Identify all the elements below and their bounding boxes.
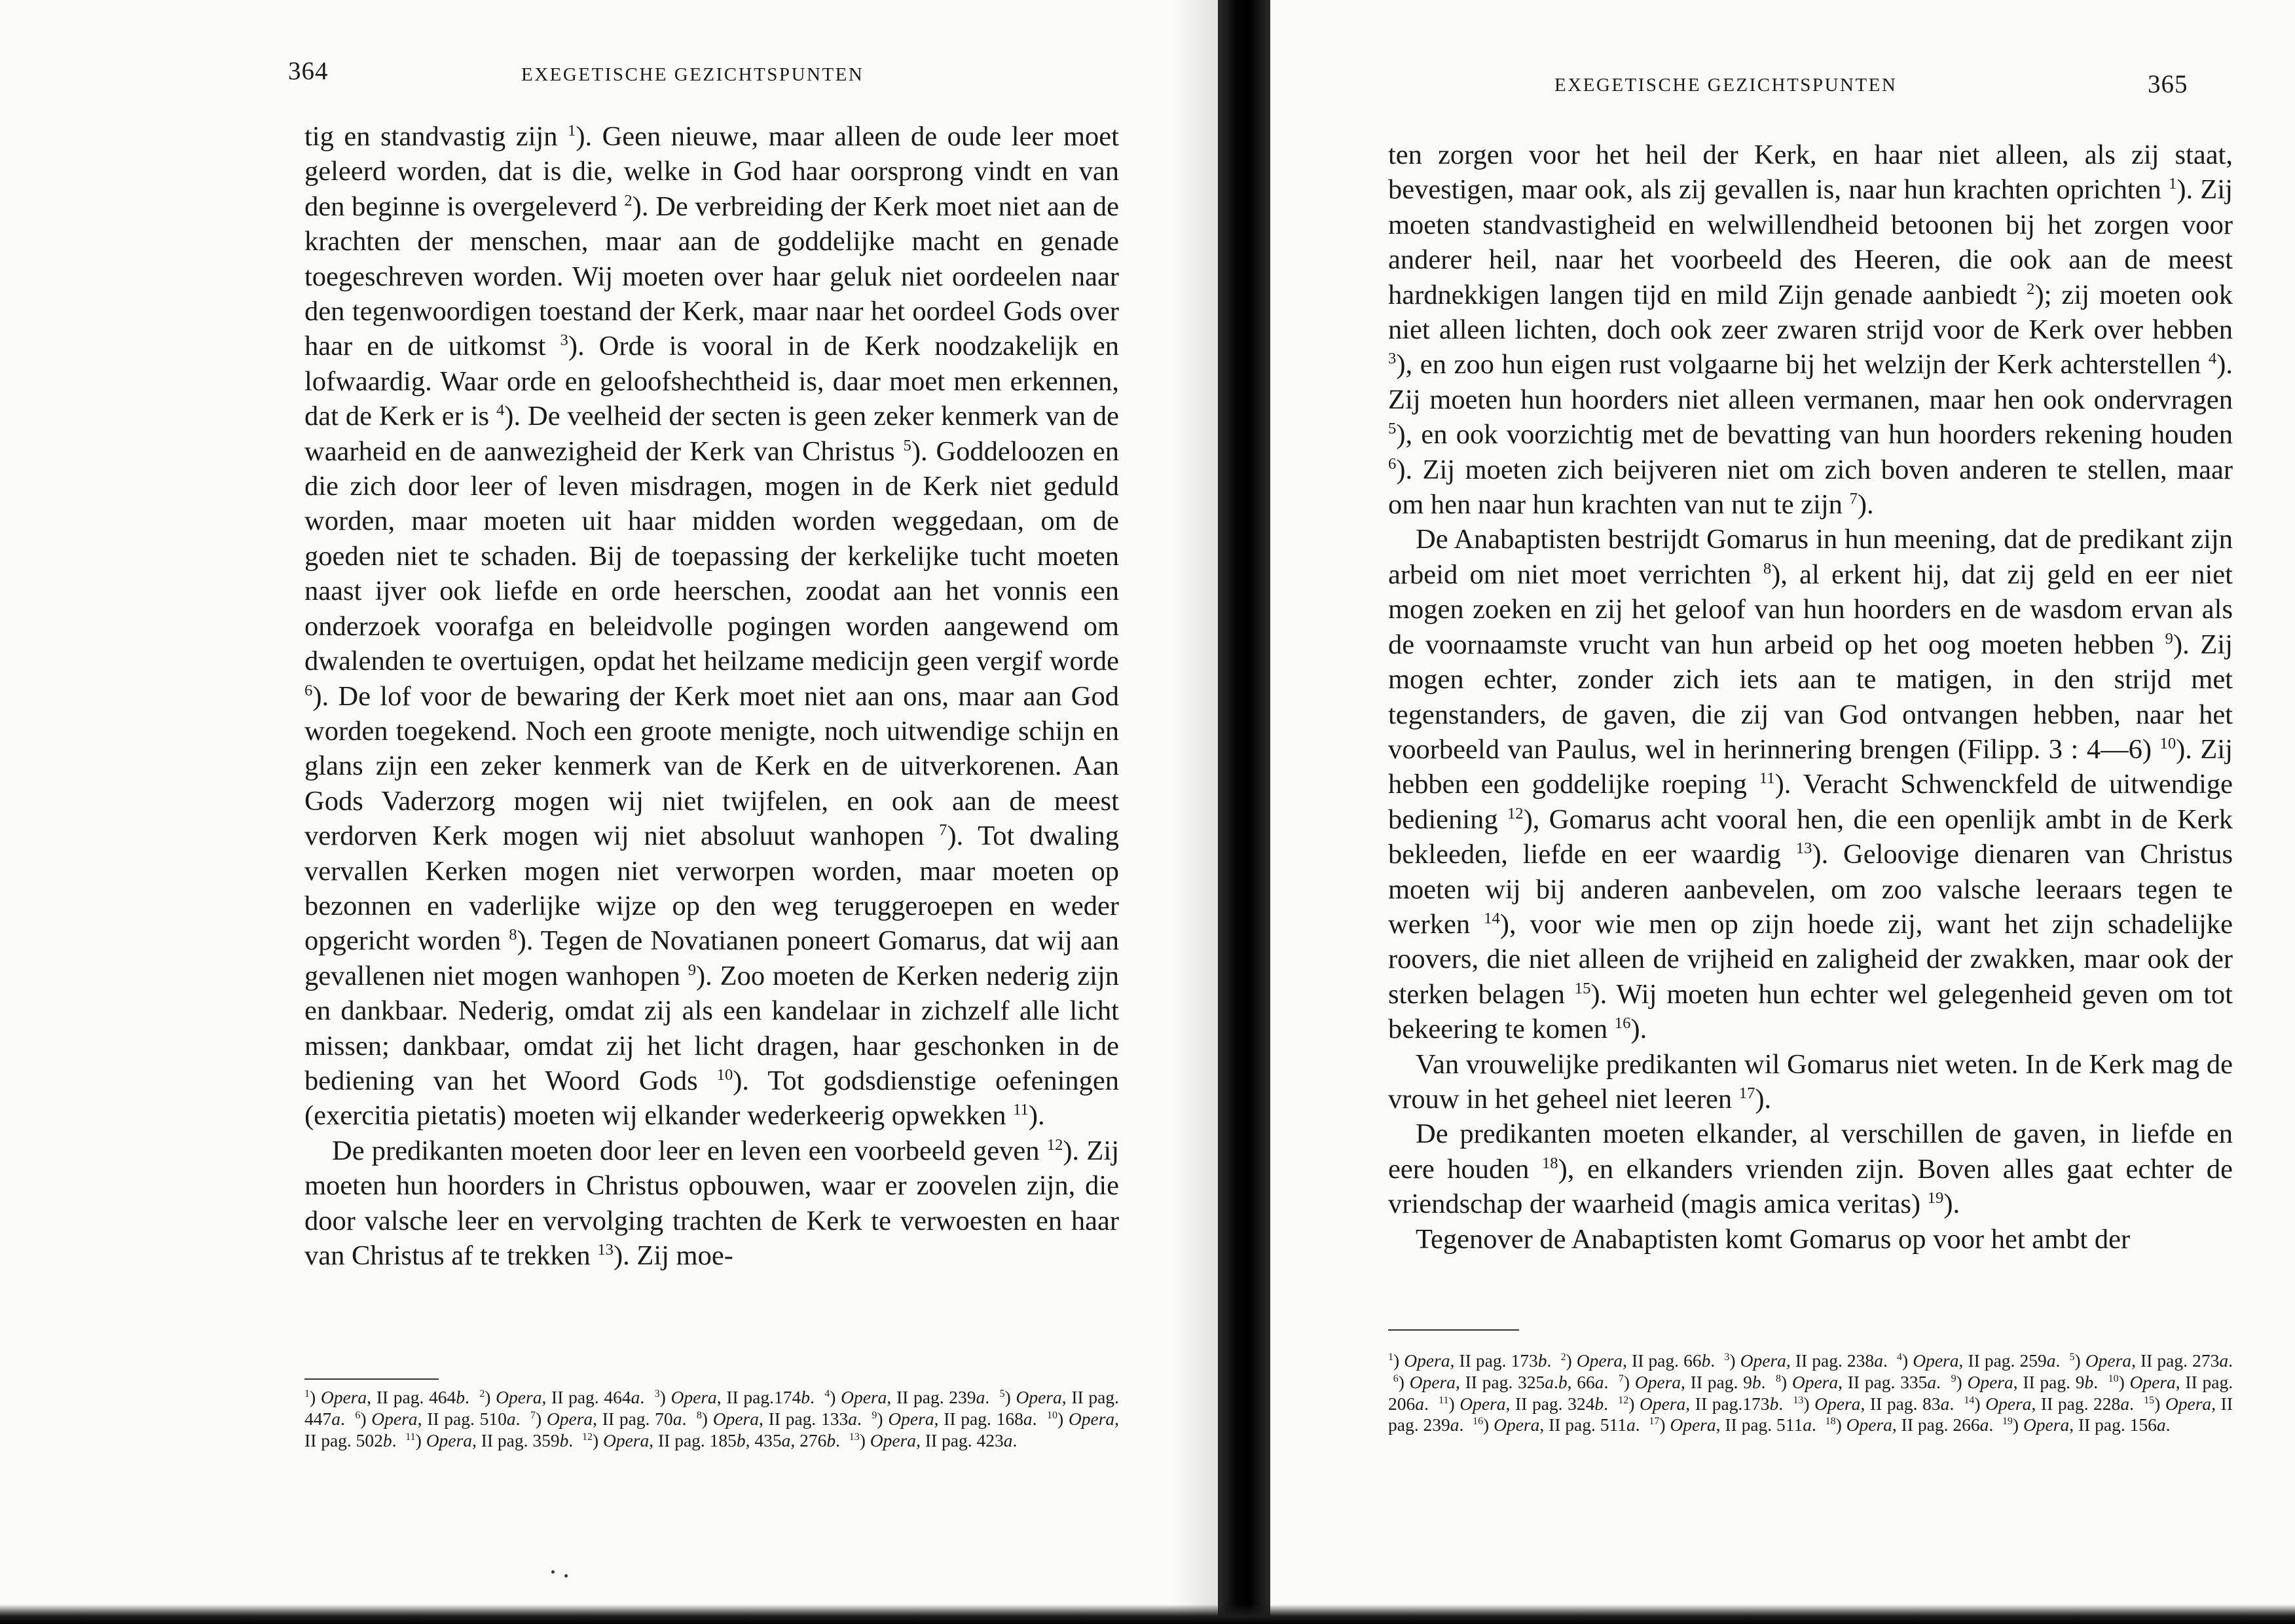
- print-speck: [551, 1570, 555, 1574]
- body-text: ten zorgen voor het heil der Kerk, en haar niet alleen, als zij staat, bevestigen, maar ook, als zij gevallen is, naar hun krachten oprichten $^1$). Zij moeten standvastigheid en welwillendheid betoonen bij het zorgen voor anderer heil, naar het voorbeeld des Heeren, die ook aan de meest hardnekkigen langen tijd en mild Zijn genade aanbiedt $^2$); zij moeten ook niet alleen lichten, doch ook zeer zwaren strijd voor de Kerk over hebben $^3$), en zoo hun eigen rust volgaarne bij het welzijn der Kerk achterstellen $^4$). Zij moeten hun hoorders niet alleen vermanen, maar hen ook ondervragen $^5$), en ook voorzichtig met de bevatting van hun hoorders rekening houden $^6$). Zij moeten zich beijveren niet om zich boven anderen te stellen, maar om hen naar hun krachten van nut te zijn $^7$). De Anabaptisten bestrijdt Gomarus in hun meening, dat de predikant zijn arbeid om niet moet verrichten $^8$), al erkent hij, dat zij geld en eer niet mogen zoeken en zij het geloof van hun hoorders en de wasdom ervan als de voornaamste vrucht van hun arbeid op het oog moeten hebben $^9$). Zij mogen echter, zonder zich iets aan te matigen, in den strijd met tegenstanders, de gaven, die zij van God ontvangen hebben, naar het voorbeeld van Paulus, wel in herinnering brengen (Filipp. 3 : 4—6) $^{10}$). Zij hebben een goddelijke roeping $^{11}$). Veracht Schwenckfeld de uitwendige bediening $^{12}$), Gomarus acht vooral hen, die een openlijk ambt in de Kerk bekleeden, liefde en eer waardig $^{13}$). Geloovige dienaren van Christus moeten wij bij anderen aanbevelen, om zoo valsche leeraars tegen te werken $^{14}$), voor wie men op zijn hoede zij, want het zijn schadelijke roovers, die niet alleen de vrijheid en zaligheid der zwakken, maar ook der sterken belagen $^{15}$). Wij moeten hun echter wel gelegenheid geven om tot bekeering te komen $^{16}$). Van vrouwelijke predikanten wil Gomarus niet weten. In de Kerk mag de vrouw in het geheel niet leeren $^{17}$). De predikanten moeten elkander, al verschillen de gaven, in liefde en eere houden $^{18}$), en elkanders vrienden zijn. Boven alles gaat echter de vriendschap der waarheid (magis amica veritas) $^{19}$). Tegenover de Anabaptisten komt Gomarus op voor het ambt der: [1388, 139, 2233, 1255]
- page-number: 364: [288, 57, 329, 85]
- footnotes: $^1$) Opera, II pag. 173b. $^2$) Opera, II pag. 66b. $^3$) Opera, II pag. 238a. $^4$) Opera, II pag. 259a. $^5$) Opera, II pag. 273a. $^6$) Opera, II pag. 325a.b, 66a. $^7$) Opera, II pag. 9b. $^8$) Opera, II pag. 335a. $^9$) Opera, II pag. 9b. $^{10}$) Opera, II pag. 206a. $^{11}$) Opera, II pag. 324b. $^{12}$) Opera, II pag.173b. $^{13}$) Opera, II pag. 83a. $^{14}$) Opera, II pag. 228a. $^{15}$) Opera, II pag. 239a. $^{16}$) Opera, II pag. 511a. $^{17}$) Opera, II pag. 511a. $^{18}$) Opera, II pag. 266a. $^{19}$) Opera, II pag. 156a.: [1388, 1350, 2233, 1435]
- scan-bottom-edge: [0, 1604, 2295, 1624]
- print-speck: [564, 1574, 568, 1578]
- right-page: [1270, 0, 2295, 1624]
- running-title: EXEGETISCHE GEZICHTSPUNTEN: [1554, 75, 1898, 96]
- footnote-rule: [1388, 1329, 1519, 1331]
- page-number: 365: [2148, 70, 2188, 98]
- footnotes: $^1$) Opera, II pag. 464b. $^2$) Opera, II pag. 464a. $^3$) Opera, II pag.174b. $^4$) Opera, II pag. 239a. $^5$) Opera, II pag. 447a. $^6$) Opera, II pag. 510a. $^7$) Opera, II pag. 70a. $^8$) Opera, II pag. 133a. $^9$) Opera, II pag. 168a. $^{10}$) Opera, II pag. 502b. $^{11}$) Opera, II pag. 359b. $^{12}$) Opera, II pag. 185b, 435a, 276b. $^{13}$) Opera, II pag. 423a.: [304, 1387, 1120, 1450]
- running-title: EXEGETISCHE GEZICHTSPUNTEN: [521, 64, 864, 85]
- body-text: tig en standvastig zijn $^1$). Geen nieuwe, maar alleen de oude leer moet geleerd worden, dat is die, welke in God haar oorsprong vindt en van den beginne is overgeleverd $^2$). De verbreiding der Kerk moet niet aan de krachten der menschen, maar aan de goddelijke macht en genade toegeschreven worden. Wij moeten over haar geluk niet oordeelen naar den tegenwoordigen toestand der Kerk, maar naar het oordeel Gods over haar en de uitkomst $^3$). Orde is vooral in de Kerk noodzakelijk en lofwaardig. Waar orde en geloofshechtheid is, daar moet men erkennen, dat de Kerk er is $^4$). De veelheid der secten is geen zeker kenmerk van de waarheid en de aanwezigheid der Kerk van Christus $^5$). Goddeloozen en die zich door leer of leven misdragen, mogen in de Kerk niet geduld worden, maar moeten uit haar midden worden weggedaan, om de goeden niet te schaden. Bij de toepassing der kerkelijke tucht moeten naast ijver ook liefde en orde heerschen, zoodat aan het vonnis een onderzoek voorafga en beleidvolle pogingen worden aangewend om dwalenden te overtuigen, opdat het heilzame medicijn geen vergif worde $^6$). De lof voor de bewaring der Kerk moet niet aan ons, maar aan God worden toegekend. Noch een groote menigte, noch uitwendige schijn en glans zijn een zeker kenmerk van de Kerk en de uitverkorenen. Aan Gods Vaderzorg mogen wij niet twijfelen, en ook aan de meest verdorven Kerk mogen wij niet absoluut wanhopen $^7$). Tot dwaling vervallen Kerken mogen niet verworpen worden, maar moeten op bezonnen en vaderlijke wijze op den weg teruggeroepen en weder opgericht worden $^8$). Tegen de Novatianen poneert Gomarus, dat wij aan gevallenen niet mogen wanhopen $^9$). Zoo moeten de Kerken nederig zijn en dankbaar. Nederig, omdat zij als een kandelaar in zichzelf alle licht missen; dankbaar, omdat zij het licht dragen, haar geschonken in de bediening van het Woord Gods $^{10}$). Tot godsdienstige oefeningen (exercitia pietatis) moeten wij elkander wederkeerig opwekken $^{11}$). De predikanten moeten door leer en leven een voorbeeld geven $^{12}$). Zij moeten hun hoorders in Christus opbouwen, waar er zoovelen zijn, die door valsche leer en vervolging trachten de Kerk te verwoesten en haar van Christus af te trekken $^{13}$). Zij moe-: [304, 121, 1120, 1271]
- book-gutter: [1218, 0, 1270, 1624]
- footnote-rule: [304, 1378, 439, 1380]
- gutter-shadow: [1172, 0, 1218, 1624]
